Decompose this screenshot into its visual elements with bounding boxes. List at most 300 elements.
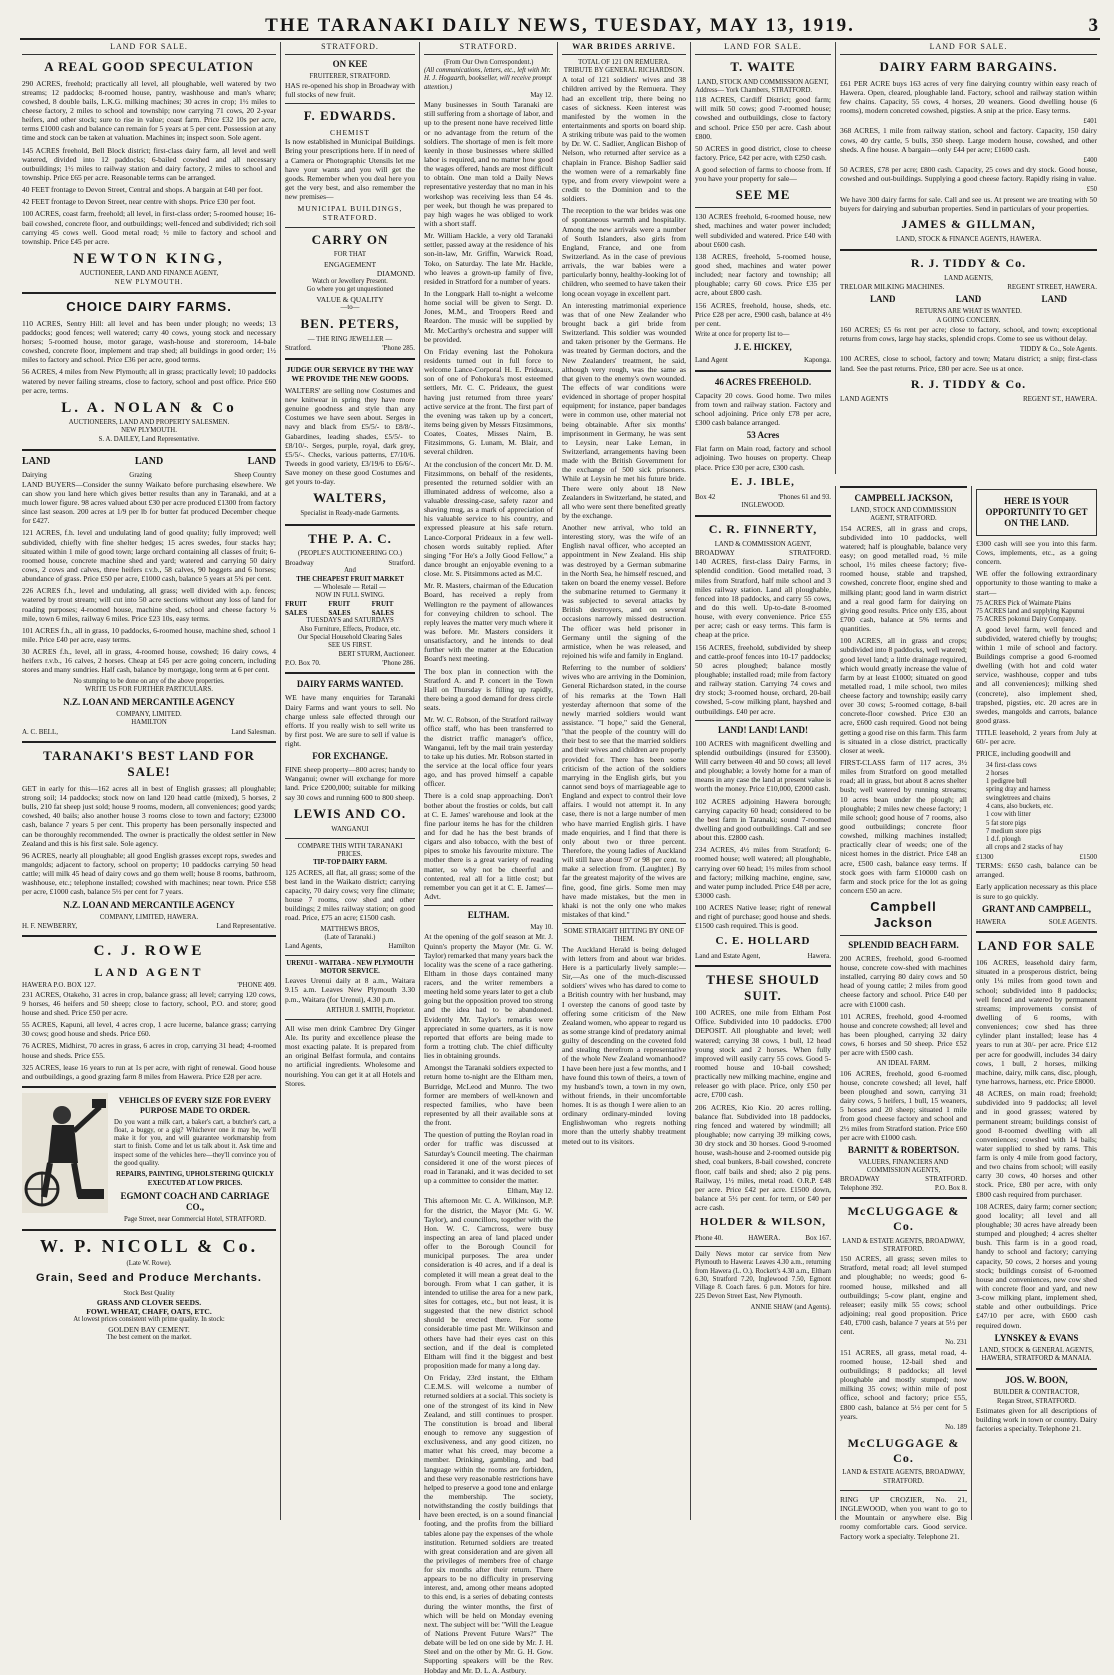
firm-name: Campbell Jackson (870, 899, 937, 931)
section-heading: LAND FOR SALE. (840, 42, 1097, 55)
town: HAWERA. (748, 1233, 781, 1242)
sign-town: Hamilton (388, 942, 415, 951)
news-paragraph: Amongst the Taranaki soldiers expected to return home to-night are the Eltham men, Burridge, McLeod and Munro. The two former are members of well-known and respected families, who have been represented by all their available sons at the front. (424, 1063, 553, 1128)
firm-note: (Late W. Rowe). (126, 1259, 172, 1267)
land-word: LAND (134, 455, 164, 467)
ad-text: 100 ACRES, close to school, factory and town; Mataru district; a snip; first-class land. See the past returns. Price, £80 per acre. See us at once. (840, 354, 1097, 373)
trio-sub-label: Sheep Country (234, 471, 276, 480)
ad-ref: No. 189 (945, 1423, 967, 1431)
column-war-brides (557, 42, 690, 1520)
firm-name: GRANT AND CAMPBELL, (981, 903, 1092, 914)
firm-subtitle: COMPANY, LIMITED, HAWERA. (99, 913, 199, 921)
land-word: LAND (955, 294, 982, 305)
town: STRATFORD. (789, 548, 831, 557)
ad-headline: TIP-TOP DAIRY FARM. (313, 859, 387, 867)
firm-name: C. R. FINNERTY, (708, 521, 818, 536)
ad-text: 50 ACRES in good district, close to cheese factory. Price, £42 per acre, with £250 cash. (695, 143, 831, 163)
section-heading: STRATFORD. (424, 42, 553, 55)
ad-text: 130 ACRES freehold, 6-roomed house, new shed, machines and water power included; well subdivided and watered. Price £40 with about £600 cash. (695, 212, 831, 249)
phone: Phone 40. (695, 1233, 723, 1242)
stock-item: 1 pedigree bull (986, 778, 1027, 786)
ad-line: At lowest prices consistent with prime quality. In stock: (73, 1316, 225, 1324)
sign-role: Land Representative. (216, 921, 276, 930)
trio-sub-label: Dairying (22, 471, 47, 480)
vehicles-ad (22, 1093, 276, 1224)
ad-text: FIRST-CLASS farm of 117 acres, 3½ miles from Stratford on good metalled road; all in grass, but about 8 acres shelter bush; well watered by running streams; 10 acres bean under the plough; all ploughable; 2 miles new cheese factory; 1 mile school; good house of 7 rooms, also good outbuildings; concrete floor cowshed, milking machines installed; practically clear of weeds; one of the nicest homes in the district. Price £48 an acre, £500 cash, balance easy terms. If stock goes with farm £10000 cash on farm and stock price for the lot as going concern £50 an acre. (840, 758, 967, 896)
news-paragraph: At the opening of the golf season at Mr. J. Quinn's property the Mayor (Mr. G. W. Taylor) remarked that many years back the locality was the scene of a race gathering. Eltham in those days contained many racers, and the writer remembers a meeting held some years later to get a club going but the opposition proved too strong and the idea had to be abandoned. Evidently Mr. Taylor's remarks were appreciated in some quarters, as it is now reported that efforts are being made to form a trotting club. The chief difficulty lies in obtaining grounds. (424, 932, 553, 1061)
sign-role: LAND AGENTS (840, 395, 889, 404)
stock-item: 34 first-class cows (986, 761, 1037, 769)
dateline: May 10. (530, 924, 553, 932)
firm-subtitle: LAND & ESTATE AGENTS, BROADWAY, STRATFORD. (842, 1469, 965, 1485)
ad-headline: 46 ACRES FREEHOLD. (714, 376, 812, 387)
ad-headline: THESE SHOULD SUIT. (706, 972, 820, 1004)
firm-note: (Late of Taranaki.) (324, 933, 376, 941)
ad-note: WRITE US FOR FURTHER PARTICULARS. (85, 685, 213, 693)
ad-line: A GOING CONCERN. (936, 316, 1001, 324)
firm-name: C. E. HOLLARD (715, 934, 811, 947)
fruit-sales-label: FRUIT SALES (285, 600, 308, 617)
editor-note: (All communications, letters, etc., left with Mr. H. J. Hogaarth, bookseller, will receive prompt attention.) (424, 67, 552, 91)
ad-text: 101 ACRES, freehold, good 4-roomed house and concrete cowshed; all level and has been ploughed, carrying 32 dairy cows, 6 horses and 50 sheep. Price £52 per acre with £500 cash. (840, 1011, 967, 1058)
land-word: LAND (247, 455, 276, 467)
signature (695, 356, 831, 365)
section-heading: LAND FOR SALE. (22, 42, 276, 55)
ad-text: 118 ACRES, Cardiff District; good farm; will milk 50 cows; good 7-roomed house; cowshed and outbuildings, close to factory and school. Price £50 per acre. Cash about £800. (695, 95, 831, 141)
firm-name: MATTHEWS BROS, (320, 925, 380, 933)
ad-line: FOR THAT (333, 251, 367, 259)
ad-line: FOWL WHEAT, CHAFF, OATS, ETC. (86, 1307, 212, 1317)
firm-name: JAMES & GILLMAN, (901, 217, 1036, 231)
ad-text: 156 ACRES, freehold, house, sheds, etc. Price £28 per acre, £900 cash, balance at 4½ per cent. (695, 300, 831, 328)
firm-address (840, 283, 1097, 292)
sign-role: Land Agent (695, 356, 728, 365)
ad-ref: No. 231 (945, 1339, 967, 1347)
news-paragraph: Referring to the number of soldiers' wives who are arriving in the Dominion, General Richardson stated, in the course of his remarks at the Town Hall yesterday afternoon that some of the newly married soldiers would want assistance. "I hope," said the General, "that the people of the country will do their best to see that the married soldiers and their wives and children are properly provided for. There has been some criticism of the action of the soldiers marrying in the English girls, but you cannot send boys of marriageable age to England and expect to control their love affairs. I would not attempt it. In any case, there is not a large number of men who have married English girls. I have made enquiries, and I find that there is only about two or three percent. Therefore, the young ladies of Auckland will still have about 97 or 98 per cent. to make a selection from. (Laughter.) By far the greatest majority of the wives are fine, good, fine girls. Some men may have made mistakes, but the men in khaki is not the only one who makes mistakes of that kind." (562, 663, 686, 919)
firm-name: E. J. IBLE, (731, 475, 795, 488)
ad-text: 100 ACRES with magnificent dwelling and splendid outbuildings (insured for £3500). Will carry between 40 and 50 cows; all level and ploughable; a lovely home for a man of means in any case the land at present value is worth the money. Price £10,000, £2000 cash. (695, 738, 831, 794)
ad-text: Capacity 20 cows. Good home. Two miles from town and railway station. Factory and school adjoining. Price only £78 per acre, £300 cash balance arranged. (695, 390, 831, 428)
firm-town: INGLEWOOD. (741, 501, 785, 509)
ad-line: THE CHEAPEST FRUIT MARKET (296, 575, 404, 583)
sign-role: Land Salesman. (231, 727, 276, 736)
ad-text: FINE sheep property—800 acres; handy to Wanganui; owner will exchange for more land. Price £200,000; suitable for milking say 30 cows and running 600 to 800 sheep. (285, 765, 415, 802)
ad-text: RING UP CROZIER, No. 21, INGLEWOOD, when you want to go to the Mountain or anywhere else. Big roomy comfortable cars. Good service. Factory work a specialty. Telephone 21. (840, 1494, 967, 1541)
stock-list (976, 762, 1097, 853)
ad-text: 55 ACRES, Kapuni, all level, 4 acres crop, 1 acre lucerne, balance grass; carrying 30 cows; good house and sheds. Price £60. (22, 1020, 276, 1039)
ad-headline: URENUI - WAITARA - NEW PLYMOUTH MOTOR SERVICE. (286, 959, 414, 975)
firm-name: N.Z. LOAN AND MERCANTILE AGENCY (63, 899, 235, 910)
ad-text: We have 300 dairy farms for sale. Call and see us. At present we are treating with 50 buyers for dairying and suburban properties. Send in particulars of your properties. (840, 194, 1097, 213)
sign-role: Land and Estate Agent, (695, 951, 761, 960)
firm-town: HAMILTON (131, 719, 167, 727)
firm-address: Address— York Chambers, STRATFORD. (695, 86, 813, 94)
ad-line: RETURNS ARE WHAT IS WANTED. (915, 308, 1022, 316)
firm-subtitle: LAND, STOCK & FINANCE AGENTS, HAWERA. (895, 235, 1042, 243)
news-paragraph: On Friday, 23rd instant, the Eltham C.E.M.S. will welcome a number of returned soldiers at a social. This society is one of the strongest of its kind in New Zealand, and still continues to prosper. The constitution is broad and liberal enough to remove any suggestion of exclusiveness, and any good citizen, no matter what his creed, may become a member. Drinking, gambling, and bad language within the rooms are forbidden, and these very reasonable restrictions have helped to preserve a good tone and enlarge the membership. The society, notwithstanding the costly buildings that have been erected, is on a sound financial footing, and the profits from the billiard tables alone pay the expenses of the whole institution. Returned soldiers are treated with great consideration and are given all the privileges of members free of charge for six months after their return. There appears to be no difficulty in preserving interest, and, among other means adopted to this end, is a series of debating contests during the winter months, the first of which will be held on Monday evening next. The subject will be: "Will the League of Nations Prevent Future Wars?" The debate will be led on one side by Mr. J. H. Steel and on the other by Mr. G. H. Gow. Supporting speakers will be the Rev. Hobday and Mr. D. L. A. Astbury. (424, 1373, 553, 1675)
firm-name: W. P. NICOLL & Co. (39, 1236, 259, 1257)
ad-price: £400 (1083, 156, 1097, 164)
ad-headline: DAIRY FARMS WANTED. (296, 679, 404, 690)
ad-text: 100 ACRES, one mile from Eltham Post Office. Subdivided into 10 paddocks. £700 DEPOSIT. All ploughable and level; well watered; carrying 38 cows, 1 bull, 12 head young stock and 2 horses. When fully improved will easily carry 55 cows. Good 5-roomed house and 10-bail cowshed; practically new milking machine, engine and releaser go with place. Price, only £50 per acre, £700 cash. (695, 1008, 831, 1100)
signature (285, 942, 415, 951)
sign-town: Hawera. (807, 951, 831, 960)
news-paragraph: The reception to the war brides was one of spontaneous warmth and hospitality. Among the new arrivals were a number of South Islanders, also girls from England, France, and one from Switzerland. As in the case of previous arrivals, the war babies were a particularly bonny, healthy-looking lot of children, who seemed to have taken their long ocean voyage in excellent part. (562, 206, 686, 298)
ad-text: All wise men drink Cambrec Dry Ginger Ale. Its purity and excellence please the most exacting palate. It is prepared from an original Belfast formula, and contains no artificial ingredients. Wholesome and nourishing. You can get it at all Hotels and Stores. (285, 1023, 415, 1088)
firm-subtitle: AUCTIONEER, LAND AND FINANCE AGENT, (79, 270, 219, 278)
street: BROADWAY (695, 548, 735, 557)
signature (22, 922, 276, 931)
ad-text: 96 ACRES, nearly all ploughable; all good English grasses except rops, swedes and mangolds; adjacent to factory, school on property; 10 paddocks carrying 50 head cattle; will milk 45 head of dairy cows and go them well; house 8 rooms, bathroom, washhouse, etc.; telephone installed; cowshed with machines; near town. Price £58 per acre, £1000 cash, balance 5½ per cent for 7 years. (22, 850, 276, 897)
ad-text: 101 ACRES f.h., all in grass, 10 paddocks, 6-roomed house, machine shed, school 1 mile. Price £40 per acre, easy terms. (22, 625, 276, 644)
ad-text: Flat farm on Main road, factory and school adjoining. Two houses on property. Cheap place. Price £30 per acre, £300 cash. (695, 444, 831, 472)
ad-headline: CARRY ON (311, 231, 389, 247)
ad-price: £401 (1083, 118, 1097, 126)
sign-name: H. F. NEWBERRY, (22, 921, 78, 930)
firm-subtitle: Specialist in Ready-made Garments. (300, 510, 400, 518)
sign-town: Kaponga. (803, 356, 831, 365)
land-trio-sub (22, 471, 276, 480)
firm-name: LYNSKEY & EVANS (994, 1332, 1079, 1343)
ad-line: Watch or Jewellery Present. (312, 277, 388, 285)
ad-line: Go where you get unquestioned (306, 286, 394, 294)
firm-name: R. J. TIDDY & Co. (910, 376, 1027, 391)
firm-subtitle: VALUERS, FINANCIERS AND COMMISSION AGENTS, (858, 1158, 949, 1175)
stock-item: 1 cow with litter (986, 811, 1031, 819)
column-dairy-bargains (835, 42, 1101, 474)
ad-line: — Wholesale — Retail — (314, 583, 386, 591)
ad-line: TUESDAYS and SATURDAYS (306, 617, 394, 625)
firm-address: Page Street, near Commercial Hotel, STRATFORD. (124, 1215, 266, 1223)
news-paragraph: Another new arrival, who told an interesting story, was the wife of an English naval officer, who accepted an appointment in New Zealand. His ship was destroyed by a German submarine in the North Sea, he himself rescued, and taken on board the enemy vessel. Before the submarine returned to Germany it was subjected to several attacks by British destroyers, and on several occasions narrowly missed destruction. The officer was held prisoner in Germany until the signing of the armistice, when he was released, and rejoined his wife and family in England. (562, 523, 686, 661)
ad-headline: SPLENDID BEACH FARM. (848, 939, 959, 950)
ad-text: 160 ACRES; £5 6s rent per acre; close to factory, school, and town; exceptional returns from cows, large hay stacks, splendid crops. Come to see us without delay. (840, 324, 1097, 344)
ad-line: DIAMOND. (376, 268, 415, 278)
ad-text: 206 ACRES, Kio Kio. 20 acres rolling, balance flat. Subdivided into 18 paddocks, ring fenced and watered by windmill; all ploughable; now carrying 39 milking cows, 30 dry stock and 30 horses. Good 9-roomed house, wash-house and 2-roomed outside pig shed, coal bunkers, 8-bail cowshed, concrete floor, calf bails and shed; also 2 pig pens. Railway, 1½ miles, metal road. O.R.P. £48 per acre. Price £42 per acre. £1500 down, balance at 5½ per cent. for term, or £40 per acre cash. (695, 1102, 831, 1213)
ad-text: 150 ACRES, all grass; seven miles to Stratford, metal road; all level stumped and ploughable; no weeds; good 6-roomed house, milkshed and all outbuildings; 5-cow plant, engine and releaser; easily milk 55 cows; school adjoining; real good proposition. Price £40, £700 cash, balance 7 years at 5½ per cent. (840, 1254, 967, 1337)
sign-role: Land Agents, (285, 942, 323, 951)
ad-line: REGENT ST., HAWERA. (1022, 395, 1097, 404)
news-paragraph: Many businesses in South Taranaki are still suffering from a shortage of labor, and up to the present none have received little or no advantage from the return of the soldiers. The shortage of men is felt more keenly in those businesses where skilled labor is required, and no matter how good the wages offered, hands are most difficult to obtain. One man told a Daily News representative yesterday that no man in his workshop was receiving less than £4 4s. per week, but though he was prepared to pay high wages he was obliged to work with a short staff. (424, 100, 553, 228)
firm-address (695, 549, 831, 558)
ad-line: And (344, 567, 356, 575)
ad-line: 75 ACRES land and supplying Kapunui (976, 608, 1085, 616)
sign-role: SOLE AGENTS. (1048, 917, 1097, 926)
ad-text: 110 ACRES, Sentry Hill: all level and has been under plough; no weeds; 13 paddocks; good fences; well watered; carry 40 cows, young stock and necessary horses; 5-roomed house, motor garage, wash-house and storeroom, 14-bale cowshed, concrete floor, implement and trap shed; all buildings in good order; 1½ miles to factory and school. Price £36 per acre, good terms. (22, 318, 276, 365)
stock-item: swingletrees and chains (986, 794, 1051, 802)
ad-text: 226 ACRES f.h., level and undulating, all grass; well divided with a.p. fences; watered by trout stream; will cut into 50 acre sections without any loss of land for roading purposes; 4-roomed house, machine shed, school and cheese factory ½ mile, town 6 miles, railway 6 miles. Price £23 10s, easy terms. (22, 586, 276, 623)
signature: TIDDY & Co., Sole Agents. (1020, 346, 1097, 354)
news-paragraph: This afternoon Mr. C. A. Wilkinson, M.P. for the district, the Mayor (Mr. G. W. Taylor), and councillors, together with the Hon. W. C. Carncross, were busy inspecting an area of land placed under offer to the Borough Council for municipal purposes. The area under consideration is 40 acres, and if a deal is completed it will mean a great deal to the borough. From what I can gather, it is intended to utilise the area for a new park, sites for cottages, etc., but not least, it is suggested that the new district school should be erected there. For some considerable time past Mr. Wilkinson and others have had their eyes cast on this section, and if the deal is completed Eltham will find it the biggest and best proposition made for many a long day. (424, 1196, 553, 1370)
news-paragraph: At the conclusion of the concert Mr. D. M. Fitzsimmons, on behalf of the residents, presented the returned soldier with an illuminated address of welcome, also a valuable dressing-case, safety razor and shaving mug, as a mark of appreciation of his valuable service to his country, and expressed pleasure at his safe return. Lance-Corporal Prideaux in a few well-chosen words suitably replied. After singing "For He's a Jolly Good Fellow," a dance brought an enjoyable evening to a close. Mr. S. Pitsimmons acted as M.C. (424, 459, 553, 579)
ad-text: 151 ACRES, all grass, metal road, 4-roomed house, 12-bail shed and outbuildings; 8 paddocks; all level ploughable and mostly stumped; now milking 35 cows; within mile of post office, school and factory; price £55, £800 cash, balance at 5½ per cent for 5 years. (840, 1347, 967, 1421)
ad-text: 234 ACRES, 4½ miles from Stratford; 6-roomed house; well watered; all ploughable, carrying over 60 head; 1½ miles from school and factory; milking machine, engine, saw, and water pump included. Price £48 per acre, £3000 cash. (695, 845, 831, 900)
firm-name: JOS. W. BOON, (1005, 1375, 1068, 1386)
price: £1300 (976, 852, 994, 861)
firm-name: CAMPBELL JACKSON, (854, 493, 953, 503)
land-word: LAND (870, 294, 896, 305)
ad-line: 75 ACRES pokonui Dairy Company. (976, 616, 1077, 624)
firm-subtitle: Grain, Seed and Produce Merchants. (36, 1272, 262, 1285)
article-subheading: TRIBUTE BY GENERAL RICHARDSON. (563, 67, 685, 75)
ad-headline: COMPARE THIS WITH TARANAKI PRICES. (297, 842, 403, 859)
firm-name: McCLUGGAGE & Co. (847, 1436, 960, 1465)
firm-address (840, 1175, 967, 1184)
firm-address (840, 395, 1097, 404)
firm-name: NEWTON KING, (73, 251, 225, 267)
firm-town: WANGANUI (331, 825, 369, 833)
ad-line: REGENT STREET, HAWERA. (1007, 282, 1097, 291)
ad-headline: A REAL GOOD SPECULATION (44, 58, 254, 74)
dateline: Eltham, May 12. (507, 1188, 553, 1196)
signature (22, 728, 276, 737)
ad-text: 40 FEET frontage to Devon Street, Central and shops. A bargain at £40 per foot. (22, 185, 263, 195)
firm-subtitle: (PEOPLE'S AUCTIONEERING CO.) (297, 550, 403, 558)
firm-town: NEW PLYMOUTH. (114, 278, 184, 286)
sign-town: Stratford. (285, 344, 312, 353)
ad-text: 231 ACRES, Otakeho, 31 acres in crop, balance grass; all level; carrying 120 cows, 9 horses, 46 heifers and 50 sheep; close to factory, school, P.O. and store; good house and shed. Price £50 per acre. (22, 989, 276, 1018)
signature: ANNIE SHAW (and Agents). (750, 1303, 831, 1311)
ad-line: GOLDEN BAY CEMENT. (108, 1324, 190, 1334)
firm-name: BARNITT & ROBERTSON. (847, 1144, 960, 1155)
ad-text: A good level farm, well fenced and subdivided, watered chiefly by troughs; within 1 mile of school and factory. Buildings comprise a good 6-roomed dwelling (with hot and cold water service, washhouse, copper and tubs and all conveniences); milking shed (concrete), also implement shed, trapshed, pigsties, etc. 20 acres are in swedes, mangolds and carrots, balance good grass. (976, 624, 1097, 725)
ad-text: Estimates given for all descriptions of building work in town or country. Dairy factories a specialty. Telephone 21. (976, 1405, 1097, 1434)
ad-text: GET in early for this—162 acres all in best of English grasses; all ploughable; strong soil; 14 paddocks; stock now on land 120 head cattle (mixed), 5 horses, 2 bulls, 210 fat sheep just sold; house 9 rooms, modern, all conveniences; good yards; cowshed, 40 bails; also another house 3 rooms close to town and factory; £23000 cash, balance 7 years 5 per cent. This property has been personally inspected and can be thoroughly recommended. The owner is practically the oldest settler in New Zealand and this is his first sale. Sole agency. (22, 783, 276, 848)
firm-contact (695, 493, 831, 502)
fruit-sales-label: FRUIT SALES (328, 600, 351, 617)
firm-rep: S. A. DAILEY, Land Representative. (98, 435, 200, 443)
ad-line: ENGAGEMENT (323, 259, 377, 269)
article-subheading: TOTAL OF 121 ON REMUERA. (578, 58, 670, 66)
blacksmith-illustration-icon (22, 1093, 108, 1213)
news-paragraph: On Friday evening last the Pohokura residents turned out in full force to welcome Lance-Corporal H. E. Prideaux, son of one of Pohokura's most esteemed settlers, Mr. C. C. Prideaux, the guest having just returned from three years' active service at the front. The first part of the evening was taken up by a concert, items being given by Messrs Fitzsimmons, Coates, Coates, Misses Nairn, B. Fitzsimmons, G. Lunam, M. Blair, and several children. (424, 346, 553, 457)
news-paragraph: Mr. William Hackle, a very old Taranaki settler, passed away at the residence of his son-in-law, Mr. Griffin, Warwick Road, Toko, on Saturday. The late Mr. Hackle, who leaves a grown-up family of five, resided in Stratford for a number of years. (424, 231, 553, 286)
ad-headline: DAIRY FARM BARGAINS. (879, 58, 1058, 74)
town: Stratford. (388, 558, 415, 567)
ad-text: 145 ACRES freehold, Bell Block district; first-class dairy farm, all level and well watered, divided into 12 paddocks; 6-bailed cowshed and all necessary outbuildings; 1½ miles to railway station and dairy factory, 2 miles to school and township. Price £65 per acre. Reasonable terms can be arranged. (22, 145, 276, 183)
firm-name: McCLUGGAGE & Co. (847, 1204, 960, 1234)
ad-headline: 53 Acres (746, 430, 780, 441)
ad-text: 154 ACRES, all in grass and crops, subdivided into 10 paddocks, well watered; half is ploughable, balance very easy; on good metalled road, ½ mile school, 1½ miles cheese factory; five-roomed house, stable and trapshed, cowshed, concrete floor, engine shed and milking plant; good land in warm district and a real good farm for dairying on giving good results. Price only £35, about £700 cash, balance at 5% terms and quantities. (840, 523, 967, 634)
po-box: P.O. Box 70. (285, 658, 321, 667)
firm-name: WALTERS, (313, 490, 387, 506)
street: Broadway (285, 558, 314, 567)
ad-text: 56 ACRES, 4 miles from New Plymouth; all in grass; practically level; 10 paddocks watered by never failing streams, close to factory, school and post office. Price £60 per acre, terms. (22, 367, 276, 395)
ad-headline: LAND FOR SALE (977, 938, 1096, 954)
news-paragraph: The box plan in connection with the Stratford A. and P. concert in the Town Hall on Thursday is filling up rapidly, there being a good demand for dress circle seats. (424, 666, 553, 713)
price-row (976, 853, 1097, 862)
section-heading: STRATFORD. (285, 42, 415, 55)
article-headline: WAR BRIDES ARRIVE. (562, 42, 686, 55)
stock-item: 7 medium store pigs (986, 827, 1042, 835)
ad-text: TITLE leasehold, 2 years from July at 60/- per acre. (976, 728, 1097, 747)
ad-line: NOW IN FULL SWING. (315, 592, 385, 600)
ad-text: 156 ACRES, freehold, subdivided by sheep and cattle-proof fences into 10-17 paddocks; 50 acres ploughed; balance mostly ploughable; installed road; mile from factory and railway station. Carrying 74 cows and dry stock; 3-roomed house, orchard, 20-bail cowshed, 5-cow milking plant, hayshed and outbuildings. £40 per acre. (695, 642, 831, 716)
ad-text: 290 ACRES, freehold; practically all level, all ploughable, well watered by two streams; 12 paddocks; 8-roomed house, pantry, washhouse and man's whare; cowshed, 8 double bails, L.K.G. milking machines; 30 acres in crop; 1½ miles to cheese factory, 2 miles to school and township; now carrying 71 cows, 20 2-year heifers, and other stock; sure to rise in value; coast farm. Price £32 10s per acre, terms £1000 cash and balance can remain for 5 years at 5 per cent. Possession at any time and stock can be taken at valuation. Machines in; inspect soon. Sole agent. (22, 78, 276, 143)
ad-text: 50 ACRES, £78 per acre; £800 cash. Capacity, 25 cows and dry stock. Good house, cowshed and out-buildings. Supplying a good cheese factory. Rapidly rising in value. (840, 165, 1097, 184)
firm-address (285, 559, 415, 568)
ad-text: 108 ACRES, dairy farm; corner section; good locality; all level and all ploughable; 30 acres have already been stumped and ploughed; 4 acres shelter bush. This farm is in a good road, handy to school and factory; carrying capacity, 50 cows, 2 horses and young stock; buildings consist of 6-roomed house and conveniences, new cow shed with concrete floor and yard, and new 3-cow milking plant, implement shed, stable and other outbuildings. Price £47/10 per acre, with £600 cash required down. (976, 1201, 1097, 1330)
signature (285, 344, 415, 353)
ad-text: 200 ACRES, freehold, good 6-roomed house, concrete cow-shed with machines installed, carrying 80 dairy cows and 50 head of young cattle; 2 miles from good cheese factory and school. Price £40 per acre with £1000 cash. (840, 953, 967, 1009)
ad-headline: TARANAKI'S BEST LAND FOR SALE! (43, 748, 255, 779)
land-word: LAND (22, 455, 51, 467)
firm-name: BEN. PETERS, (300, 315, 400, 331)
masthead-title: THE TARANAKI DAILY NEWS, TUESDAY, MAY 13, 1919. (265, 15, 855, 36)
ad-price: £50 (1086, 186, 1097, 194)
ad-headline: JUDGE OUR SERVICE BY THE WAY WE PROVIDE THE NEW GOODS. (286, 364, 414, 383)
firm-subtitle: CHEMIST (330, 128, 370, 138)
firm-contact (285, 659, 415, 668)
ad-text: 100 ACRES, all in grass and crops; subdivided into 8 paddocks, well watered; good level land; a little drainage required, which would greatly increase the value of farm by at least £1000; situated on good metalled road, 1 mile school, two miles cheese factory and township; easily carry over 30 cows; 5-roomed cottage, 8-bail concrete-floor cowshed. Price £30 an acre, £600 cash required. Good not being getting a good rise on this farm. This farm is situated in a close district, practically closer at week. (840, 636, 967, 755)
ad-text: 102 ACRES adjoining Hawera borough; carrying capacity 60 head; considered to be the best farm in Taranaki; sound 7-roomed dwelling and good outbuildings. Call and see about this. £2800 cash. (695, 796, 831, 843)
column-stratford-news (419, 42, 557, 1675)
phone: 'Phone 285. (382, 344, 415, 353)
signature: ARTHUR J. SMITH, Proprietor. (326, 1006, 415, 1014)
ad-text: Early application necessary as this place is sure to go quickly. (976, 882, 1097, 901)
fruit-sales-label: FRUIT SALES (371, 600, 394, 617)
po-box: P.O. Box 8. (934, 1183, 967, 1192)
news-paragraph: There is a cold snap approaching. Don't bother about the frosties or colds, but call at C. E. James' warehouse and look at the fine parlour items he has for the children and for dad he has the best brands of cigars and also tobacco, with the best of pipes to smoke his favourite mixture. The mother there is a great variety of reading matter, so why not be cheerful and contented, real all for a little cost; but remember you can get it at C. E. James'—Advt. (424, 791, 553, 901)
firm-name: N.Z. LOAN AND MERCANTILE AGENCY (63, 697, 235, 708)
firm-name: J. E. HICKEY, (734, 342, 792, 353)
land-word: LAND (1041, 294, 1067, 305)
firm-name: T. WAITE (730, 58, 796, 74)
ad-line: Our Special Household Clearing Sales (297, 634, 403, 642)
ad-headline: AN IDEAL FARM. (876, 1060, 931, 1068)
column-land-for-sale (18, 42, 280, 1520)
ad-text: 100 ACRES, coast farm, freehold; all level, in first-class order; 5-roomed house; 16-bail cowshed, concrete floor, and outbuildings; well-fenced and subdivided; rich soil carrying 45 cows well. Good metal road; ½ mile to factory and school and township. Price £45 per acre. (22, 209, 276, 246)
phone: 'Phone 286. (382, 658, 415, 667)
dateline: May 12. (530, 91, 553, 99)
column-opportunity (971, 486, 1101, 1520)
ad-text: 76 ACRES, Midhirst, 70 acres in grass, 6 acres in crop, carrying 31 head; 4-roomed house and sheds. Price £55. (22, 1041, 276, 1060)
signature (976, 918, 1097, 927)
ad-text: 140 ACRES, first-class Dairy Farms, in splendid condition. Good metalled road, 3 miles from Stratford, half mile school and 3 miles railway station. Land all ploughable, fenced into 18 paddocks, and carry 55 cows, and do this well. Up-to-date 8-roomed house, with every convenience. Price £55 per acre; cash or easy terms. This farm is cheap at the price. (695, 557, 831, 640)
ad-line: Write at once for property list to— (695, 330, 790, 338)
ad-line: —to— (340, 303, 360, 311)
news-paragraph: In the Longpark Hall to-night a welcome home social will be given to Sergt. D. Jones, M.M., and Troopers Reed and Reardon. The music will be supplied by Mr. McCarthy's orchestra and supper will be provided. (424, 288, 553, 344)
ad-line: Also Furniture, Effects, Produce, etc. (299, 625, 401, 633)
news-paragraph: An interesting matrimonial experience was that of one New Zealander who brought back a girl bride from Switzerland. This soldier was wounded and taken prisoner by the Germans. He was treated by German doctors, and the New Zealanders' treatment, he said, although very rough, was the same as that given to the enemy's own wounded. The effects of war conditions were evidenced in shortage of proper hospital equipment; for instance, paper bandages were in common use, other material not being obtainable. After six months' imprisonment in Germany, he was sent to Leysin, near Lake Leman, in Switzerland, arrangements having been made with the British Government for the exchange of 500 sick prisoners. While at Leysin he met his future bride. There were only about 18 New Zealanders in Switzerland, he stated, and all who were sent there benefited greatly by the exchange. (562, 300, 686, 520)
firm-subtitle: BUILDER & CONTRACTOR, (993, 1389, 1080, 1397)
ad-line: STRATFORD. (322, 213, 378, 223)
ad-headline: FOR EXCHANGE. (312, 751, 388, 762)
firm-subtitle: LAND, STOCK & GENERAL AGENTS, HAWERA, STRATFORD & MANAIA. (979, 1346, 1094, 1362)
ad-line: GRASS AND CLOVER SEEDS. (96, 1297, 202, 1307)
ad-text: £300 cash will see you into this farm. Cows, implements, etc., as a going concern. (976, 538, 1097, 567)
stock-item: all crops and 2 stacks of hay (986, 844, 1064, 852)
street: BROADWAY (840, 1175, 880, 1184)
ad-text: A good selection of farms to choose from. If you have your property for sale— (695, 165, 831, 184)
stock-item: 5 fat store pigs (986, 819, 1027, 827)
ad-text: 121 ACRES, f.h. level and undulating land of good quality; fully improved; well subdivided, chiefly with fine shelter hedges; 15 acres swedes, four stacks hay; situated within 1 mile of good town; large orchard containing all classes of fruit; 6-roomed house, concrete machine shed and yard; watered and carrying 50 dairy cows, 2 cows and calves, three heifers r.v.b., 58 calves, 90 hoggets and 6 horses; abundance of grass. Price £50 per acre, £1000 cash, balance 5 years at 5¾ per cent. (22, 528, 276, 584)
po-box: Box 167. (805, 1233, 831, 1242)
stock-item: 1 d.f. plough (986, 836, 1021, 844)
ad-headline: SEE ME (735, 187, 791, 203)
ad-text: 106 ACRES, freehold, good 6-roomed house, concrete cowshed; all level, half been ploughed and sown, carrying 31 dairy cows, 5 heifers, 1 bull, 15 weaners, 5 horses and 20 sheep; situated 1 mile from good cheese factory and school and 2½ miles from Stratford station. Price £60 per acre with £1000 cash. (840, 1068, 967, 1142)
firm-subtitle: LAND AGENTS, (944, 274, 993, 282)
ad-line: SEE US FIRST. (328, 642, 372, 650)
ad-note: REPAIRS, PAINTING, UPHOLSTERING QUICKLY EXECUTED AT LOW PRICES. (116, 1171, 274, 1187)
ad-text: Leaves Urenui daily at 8 a.m., Waitara 9.15 a.m. Leaves New Plymouth 3.30 p.m., Waitara (for Urenui), 4.30 p.m. (285, 976, 415, 1004)
firm-name: R. J. TIDDY & Co. (910, 255, 1027, 270)
stock-item: 2 horses (986, 769, 1009, 777)
opportunity-box (976, 489, 1097, 536)
ad-line: Stock Best Quality (123, 1289, 175, 1297)
ad-text: 125 ACRES, all flat, all grass; some of the best land in the Waikato district; carrying capacity, 70 dairy cows; very fine climate; house 7 rooms, cow shed and other buildings; 2 miles railway station; on good road. Price, £75 an acre; £1500 cash. (285, 867, 415, 923)
ad-text: 368 ACRES, 1 mile from railway station, school and factory. Capacity, 150 dairy cows, 40 dry cattle, 5 bulls, 350 sheep. Large modern house, cowshed, and other sheds. A fine house. A bargain—only £44 per acre; £1600 cash. (840, 126, 1097, 154)
firm-subtitle: LAND, STOCK AND COMMISSION AGENT, STRATFORD. (850, 506, 957, 523)
phone: Telephone 392. (840, 1183, 884, 1192)
ad-text: HAS re-opened his shop in Broadway with full stocks of new fruit. (285, 81, 415, 100)
firm-subtitle: — THE RING JEWELLER — (307, 335, 393, 343)
ad-headline: CHOICE DAIRY FARMS. (66, 298, 232, 314)
po-box: Box 42 (695, 493, 716, 502)
masthead (20, 14, 1100, 40)
firm-name: LEWIS AND CO. (293, 805, 407, 821)
firm-subtitle: AUCTIONEERS, LAND AND PROPERTY SALESMEN. (68, 419, 230, 427)
ad-text: 106 ACRES, leasehold dairy farm, situated in a prosperous district, being only 1¼ miles from good town and school; subdivided into 8 paddocks; well fenced and watered by permanent streams; improvements consist of dwelling of 6 rooms, with conveniences; cow shed has three cylinder plant installed; lease has 4 years to run at 30/- per acre. Price £12 per acre for goodwill, includes 34 dairy cows, 1 bull, 2 horses, milking machine, dairy, milk cans, disc, plough, tyne harrows, harness, etc. Price £8000. (976, 958, 1097, 1086)
firm-subtitle: LAND, STOCK AND COMMISSION AGENT, (697, 78, 829, 86)
ad-text: LAND BUYERS—Consider the sunny Waikato before purchasing elsewhere. We can show you land here which gives better results than any in Taranaki, and at a much lower figure. 98 acres valued about £30 per acre produced £1300 from factory since last season. 200 acres at 1/9 per lb for butter fat produced December cheque for £427. (22, 479, 276, 526)
firm-name: L. A. NOLAN & Co (61, 399, 237, 416)
signature: BERT STURM, Auctioneer. (338, 650, 415, 658)
ad-headline: HERE IS YOUR OPPORTUNITY TO GET ON THE LAND. (985, 496, 1088, 528)
ad-text: Daily News motor car service from New Plymouth to Hawera: Leaves 4.30 a.m., returning from Hawera (L. O.). Rockett's 4.30 a.m., Eltham 6.30, Stratford 7.20, Inglewood 7.50, Egmont Village 8. Coach fares. 6 p.m. Motors for hire. 225 Devon Street East, New Plymouth. (695, 1251, 831, 1300)
firm-name: F. EDWARDS. (303, 108, 397, 124)
news-paragraph: The Auckland Herald is being deluged with letters from and about war brides. Here is a particularly lively sample:— Sir,—As one of the much-discussed soldiers' wives who has dared to come to a British country with her husband, may I overstep the canons of good taste by offering some criticism of the New Zealand women, who appear to regard us as some strange kind of predatory animal guilty of descending on the coveted fold and stealing therefrom a representative of the whole New Zealand womanhood? I have been here just a few months, and I have found this town of theirs, a town of my husband's town, a town in my own, without friends, in their uncomfortable homes. It is as though I were alien to an ordinary ordinary-minded loving Englishwoman who regrets nothing more than the utterly shabby treatment meted out to its visitors. (562, 944, 686, 1146)
firm-name: ON KEE (332, 58, 368, 69)
stock-item: spring dray and harness (986, 786, 1051, 794)
ad-text: Is now established in Municipal Buildings. Bring your prescriptions here. If in need of a Camera or Photographic Utensils let me have your wants and you will get the goods. Remember when you deal here you get the very best, and also remember the new premises— (285, 137, 415, 202)
phone: 'Phones 61 and 93. (778, 493, 831, 502)
ad-text: Do you want a milk cart, a baker's cart, a butcher's cart, a float, a buggy, or a gig? Whichever one it may be, we'll make it for you, and will guarantee workmanship from start to finish. Come and let us talk about it. Ask time and inspect some of the vehicles here—they'll convince you of the good quality. (114, 1118, 276, 1167)
firm-contact (840, 1184, 967, 1193)
ad-text: £61 PER ACRE buys 163 acres of very fine dairying country within easy reach of Hawera. Open, cleared, ploughable land. Factory, school and railway station within few chains. Capacity, 55 cows, 4 horses, 20 weaners. Good dwelling house (6 rooms), modern concreted cowshed, pigsties. A snip at the price. Easy terms. (840, 78, 1097, 116)
firm-subtitle: LAND & COMMISSION AGENT, (714, 540, 812, 548)
news-paragraph: Mr. R. Masters, chairman of the Education Board, has received a reply from Wellington re the payment of allowances for conveying children to school. The reply leaves the matter very much where it was before. Mr. Masters considers it unsatisfactory, and he intends to deal further with the matter at the Education Board's next meeting. (424, 581, 553, 664)
ad-headline: VEHICLES OF EVERY SIZE FOR EVERY PURPOSE MADE TO ORDER. (118, 1096, 272, 1115)
ad-note: No stumping to be done on any of the above properties. (73, 677, 225, 685)
firm-name: C. J. ROWE (93, 943, 205, 960)
ad-text: PRICE, including goodwill and (976, 749, 1071, 759)
sign-town: HAWERA (976, 917, 1007, 926)
news-paragraph: The question of putting the Roylan road in order for traffic was discussed at Saturday's Council meeting. The chairman considered it one of the worst pieces of road in Taranaki, and it was decided to set up a committee to consider the matter. (424, 1130, 553, 1186)
column-land-for-sale-2 (690, 42, 835, 1520)
column-stratford-ads (280, 42, 419, 1520)
ad-line: MUNICIPAL BUILDINGS, (297, 204, 403, 214)
sign-name: A. C. BELL, (22, 727, 58, 736)
firm-contact (22, 981, 276, 990)
ad-text: TERMS: £650 cash, balance can be arranged. (976, 861, 1097, 880)
land-trio (22, 456, 276, 468)
firm-subtitle: FRUITERER, STRATFORD. (309, 72, 391, 80)
section-heading: ELTHAM. (467, 910, 510, 921)
firm-subtitle: LAND AGENT (94, 964, 204, 979)
article-subheading: SOME STRAIGHT HITTING BY ONE OF THEM. (563, 928, 685, 944)
ad-text: WE have many enquiries for Taranaki Dairy Farms and want yours to sell. No charge unless sale effected through our efforts. If you really wish to sell write us by first post. We are sure to sell if value is right. (285, 693, 415, 749)
ad-text: 100 ACRES Native lease; right of renewal and right of purchase; good house and sheds. £1500 cash required. This is good. (695, 903, 831, 931)
ad-text: 48 ACRES, on main road; freehold; subdivided into 9 paddocks; all level and in good grasses; watered by permanent stream; buildings consist of good 8-roomed dwelling with all conveniences; cowshed with 14 bails; water supplied to shed by rams. This farm is only 4 mile from good factory, and two chains from school; will easily carry 30 cows, 40 horses and other stock. Price, £80 per acre, with only £800 cash required from purchaser. (976, 1089, 1097, 1199)
fruit-sales-row (285, 600, 415, 617)
price: £1500 (1079, 852, 1097, 861)
firm-address: Regan Street, STRATFORD. (997, 1397, 1076, 1405)
ad-text: 30 ACRES f.h., level, all in grass, 4-roomed house, cowshed; 16 dairy cows, 4 heifers r.v.b., 16 calves, 2 horses. Cheap at £45 per acre going concern, including stores and many sundries. Half cash, balance by mortgage, long term at 6 per cent. (22, 647, 276, 675)
ad-text: WE offer the following extraordinary opportunity to those wanting to make a start— (976, 569, 1097, 597)
byline: (From Our Own Correspondent.) (443, 58, 534, 66)
firm-contact (695, 1234, 831, 1243)
